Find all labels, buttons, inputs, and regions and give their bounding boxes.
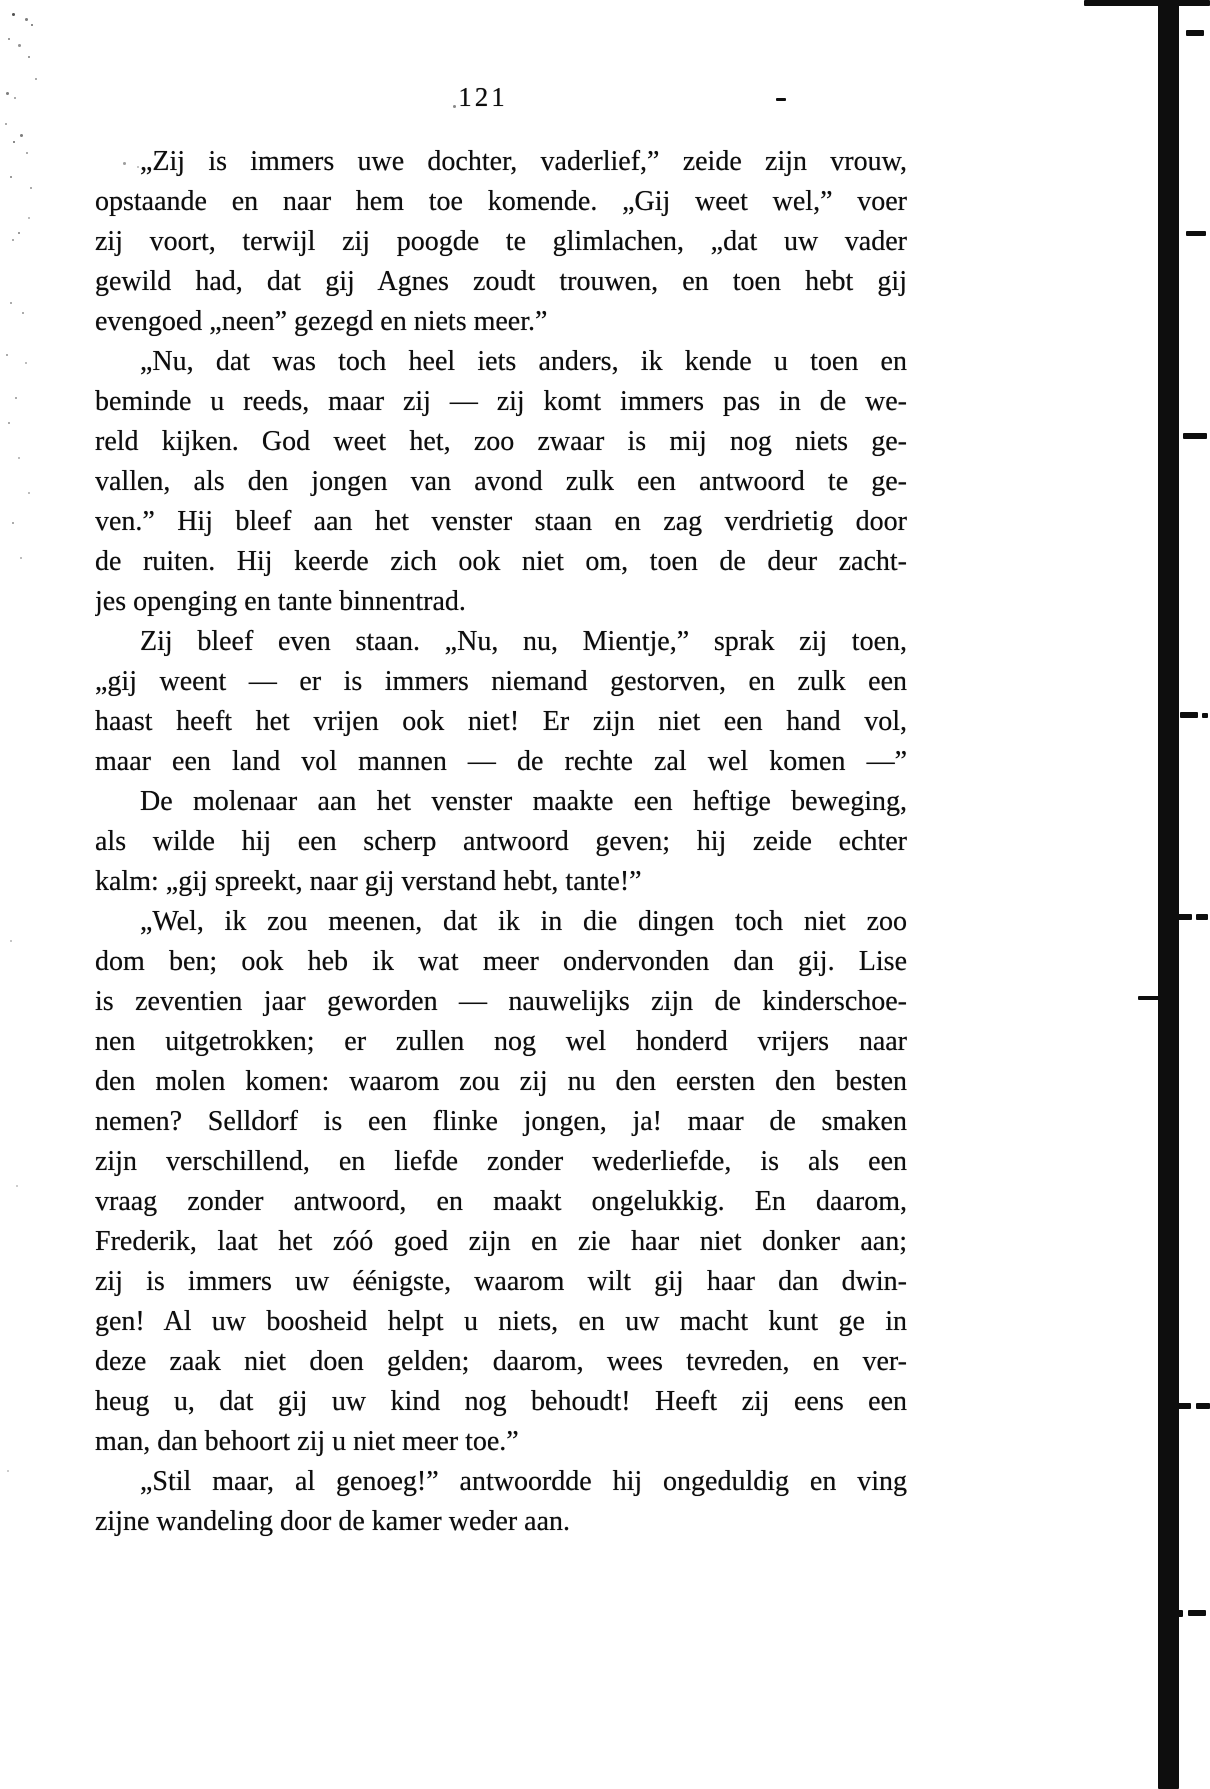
text-block: [95, 142, 907, 1542]
text-line: ven.” Hij bleef aan het venster staan en zag verdrietig door: [95, 506, 907, 537]
text-line: evengoed „neen” gezegd en niets meer.”: [95, 306, 548, 337]
scan-speckle: [5, 123, 7, 125]
text-line: kalm: „gij spreekt, naar gij verstand hebt, tante!”: [95, 866, 642, 897]
scan-speckle: [26, 152, 28, 154]
scan-speckle: [18, 44, 21, 47]
scan-speckle: [137, 166, 139, 168]
text-line: gewild had, dat gij Agnes zoudt trouwen, en toen hebt gij: [95, 266, 907, 297]
scan-speckle: [28, 217, 30, 219]
text-line: is zeventien jaar geworden — nauwelijks zijn de kinderschoe-: [95, 986, 907, 1017]
text-line: de ruiten. Hij keerde zich ook niet om, toen de deur zacht-: [95, 546, 907, 577]
scan-speckle: [8, 422, 10, 424]
page-number: 121: [458, 82, 508, 112]
text-line: nemen? Selldorf is een flinke jongen, ja! maar de smaken: [95, 1106, 907, 1137]
scan-speckle: [7, 1470, 9, 1472]
margin-dash-mark: [1183, 433, 1207, 439]
margin-dash-mark: [1178, 1403, 1191, 1409]
scan-speckle: [20, 557, 22, 559]
scan-speckle: [12, 522, 14, 524]
scan-speckle: [12, 239, 14, 241]
scan-speckle: [31, 24, 33, 26]
text-line: reld kijken. God weet het, zoo zwaar is mij nog niets ge-: [95, 426, 907, 457]
scan-speckle: [18, 457, 20, 459]
margin-dash-mark: [1138, 996, 1160, 1000]
text-line: zij voort, terwijl zij poogde te glimlachen, „dat uw vader: [95, 226, 907, 257]
text-line: zij is immers uw éénigste, waarom wilt gij haar dan dwin-: [95, 1266, 907, 1297]
text-line: nen uitgetrokken; er zullen nog wel honderd vrijers naar: [95, 1026, 907, 1057]
scan-speckle: [20, 134, 23, 137]
text-line: Zij bleef even staan. „Nu, nu, Mientje,” sprak zij toen,: [140, 626, 907, 657]
scan-speckle: [123, 162, 126, 165]
scan-speckle: [10, 302, 12, 304]
scan-speckle: [12, 13, 15, 16]
scan-speckle: [8, 38, 10, 40]
paragraph: [95, 342, 907, 622]
text-line: heug u, dat gij uw kind nog behoudt! Heeft zij eens een: [95, 1386, 907, 1417]
text-line: vraag zonder antwoord, en maakt ongelukkig. En daarom,: [95, 1186, 907, 1217]
scan-speckle: [35, 78, 37, 80]
text-line: Frederik, laat het zóó goed zijn en zie haar niet donker aan;: [95, 1226, 907, 1257]
text-line: beminde u reeds, maar zij — zij komt immers pas in de we-: [95, 386, 907, 417]
margin-dash-mark: [1188, 1610, 1206, 1616]
text-line: „Wel, ik zou meenen, dat ik in die dingen toch niet zoo: [140, 906, 907, 937]
paragraph: [95, 1462, 907, 1542]
text-line: vallen, als den jongen van avond zulk een antwoord te ge-: [95, 466, 907, 497]
text-line: zijn verschillend, en liefde zonder wederliefde, is als een: [95, 1146, 907, 1177]
margin-dash-mark: [1176, 914, 1192, 920]
scan-speckle: [453, 105, 456, 108]
margin-dash-mark: [1180, 712, 1198, 718]
text-line: „Zij is immers uwe dochter, vaderlief,” zeide zijn vrouw,: [140, 146, 907, 177]
text-line: „Stil maar, al genoeg!” antwoordde hij ongeduldig en ving: [140, 1466, 907, 1497]
scan-speckle: [10, 940, 12, 942]
scan-speckle: [14, 97, 16, 99]
text-line: zijne wandeling door de kamer weder aan.: [95, 1506, 571, 1537]
text-line: haast heeft het vrijen ook niet! Er zijn niet een hand vol,: [95, 706, 907, 737]
spine-top-bar: [1084, 0, 1210, 6]
scan-speckle: [25, 362, 27, 364]
text-line: dom ben; ook heb ik wat meer ondervonden dan gij. Lise: [95, 946, 907, 977]
margin-dash-mark: [776, 98, 786, 101]
scan-speckle: [28, 56, 30, 58]
scan-speckle: [6, 354, 8, 356]
spine-bar: [1158, 0, 1179, 1789]
text-line: maar een land vol mannen — de rechte zal wel komen —”: [95, 746, 907, 777]
scan-speckle: [25, 18, 28, 21]
margin-dash-mark: [1171, 1610, 1183, 1617]
text-line: „gij weent — er is immers niemand gestorven, en zulk een: [95, 666, 907, 697]
margin-dash-mark: [1202, 713, 1208, 718]
scan-speckle: [22, 312, 24, 314]
text-line: jes openging en tante binnentrad.: [95, 586, 466, 617]
margin-dash-mark: [1196, 914, 1208, 920]
text-line: deze zaak niet doen gelden; daarom, wees tevreden, en ver-: [95, 1346, 907, 1377]
scan-speckle: [16, 1185, 18, 1187]
text-line: den molen komen: waarom zou zij nu den eersten den besten: [95, 1066, 907, 1097]
scan-speckle: [15, 397, 17, 399]
scan-speckle: [6, 92, 9, 95]
text-line: De molenaar aan het venster maakte een heftige beweging,: [140, 786, 907, 817]
text-line: man, dan behoort zij u niet meer toe.”: [95, 1426, 519, 1457]
paragraph: [95, 622, 907, 782]
text-line: als wilde hij een scherp antwoord geven; hij zeide echter: [95, 826, 907, 857]
text-line: opstaande en naar hem toe komende. „Gij weet wel,” voer: [95, 186, 907, 217]
scan-speckle: [30, 187, 32, 189]
text-line: „Nu, dat was toch heel iets anders, ik kende u toen en: [140, 346, 907, 377]
margin-dash-mark: [1186, 30, 1204, 36]
margin-dash-mark: [1186, 231, 1206, 236]
print-defect-patch: [96, 786, 116, 812]
margin-dash-mark: [1196, 1403, 1210, 1409]
paragraph: [95, 782, 907, 902]
scan-speckle: [28, 492, 30, 494]
paragraph: [95, 142, 907, 342]
paragraph: [95, 902, 907, 1462]
text-line: gen! Al uw boosheid helpt u niets, en uw macht kunt ge in: [95, 1306, 907, 1337]
scan-speckle: [10, 176, 12, 178]
scan-speckle: [18, 232, 20, 234]
scan-speckle: [13, 141, 15, 143]
